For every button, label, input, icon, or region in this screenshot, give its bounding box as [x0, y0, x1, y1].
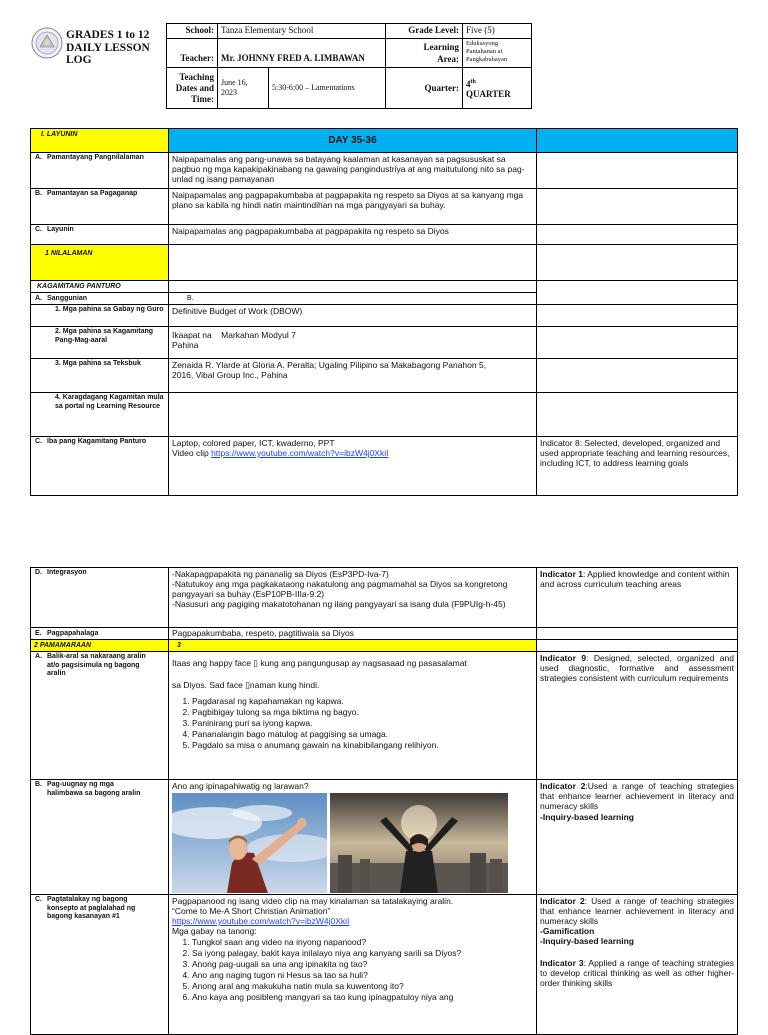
materials-line: Laptop, colored paper, ICT, kwaderno, PPT	[172, 438, 335, 448]
label-text: Pamantayan sa Pagaganap	[47, 190, 138, 197]
indicator-2-b	[537, 780, 738, 895]
layunin-label	[31, 225, 169, 245]
title-line-2: DAILY LESSON	[66, 41, 150, 54]
teksbuk-line-2: 2016, Vibal Group Inc., Pahina	[172, 370, 288, 380]
blank-cell	[537, 359, 738, 393]
pag-uugnay-question: Ano ang ipinapahiwatig ng larawan?	[172, 781, 309, 791]
label-num: B.	[35, 781, 42, 788]
list-item: 4. Pananalangin bago matulog at paggising sa umaga.	[192, 729, 533, 739]
indicators-2-3	[537, 895, 738, 1035]
pag-uugnay-content	[169, 780, 537, 895]
learning-area-label-2: Area:	[437, 54, 459, 64]
quarter-sup: th	[470, 79, 476, 85]
dates-label	[167, 68, 218, 109]
label-text: Pamantayang Pangnilalaman	[47, 154, 144, 161]
indicator-2-text: : Used a range of teaching strategies that enhance learner achievement in literacy and numeracy skills	[540, 896, 735, 926]
sanggunian-b: B.	[169, 293, 537, 305]
video-clip-line	[172, 448, 533, 458]
balik-aral-intro-2: sa Diyos. Sad face ▯naman kung hindi.	[172, 680, 320, 690]
integrasyon-line-2: -Natutukoy ang mga pagkakataong nakatulong ang pagmamahal sa Diyos sa kongretong pangyayari sa buhay (EsP10PB-IIIa-9.2)	[172, 579, 508, 599]
kagamitan-content	[169, 281, 537, 293]
blank-cell	[537, 393, 738, 437]
kagamitan-mag-aaral-label: 2. Mga pahina sa Kagamitang Pang-Mag-aaral	[31, 327, 169, 359]
dates-label-1: Teaching	[179, 71, 214, 82]
learning-area-value: Edukasyong Pantahanan at Pangkabuhayan	[463, 39, 532, 68]
integrasyon-line-1: -Nakapagpapakita ng pananalig sa Diyos (EsP3PD-Iva-7)	[172, 569, 389, 579]
indicator-2-title: Indicator 2	[540, 896, 585, 906]
indicator-9	[537, 652, 738, 780]
label-text: Layunin	[47, 226, 74, 233]
photo-man-pointing	[172, 793, 327, 893]
dates-label-2: Dates and	[175, 82, 214, 93]
label-text: Balik-aral sa nakaraang aralin at/o pagsisimula ng bagong aralin	[47, 653, 146, 677]
layunin-text: Naipapamalas ang pagpapakumbaba at pagpapakita ng respeto sa Diyos	[169, 225, 537, 245]
label-num: B.	[35, 190, 42, 197]
quarter-num: 4	[466, 79, 471, 89]
indicator-3-text: : Applied a range of teaching strategies to develop critical thinking as well as other higher-order thinking skills	[540, 958, 734, 988]
pamamaraan-table	[30, 567, 738, 1035]
indicator-1-title: Indicator 1	[540, 569, 583, 579]
indicator-2-text: :Used a range of teaching strategies that enhance learner achievement in literacy and numeracy skills	[540, 781, 734, 811]
list-item: 1. Tungkol saan ang video na inyong napanood?	[192, 937, 533, 947]
karagdagang-kagamitan-label: 4. Karagdagang Kagamitan mula sa portal ng Learning Resource	[31, 393, 169, 437]
list-item: 4. Ano ang naging tugon ni Hesus sa tao sa huli?	[192, 970, 533, 980]
label-text: Pag-uugnay ng mga halimbawa sa bagong aralin	[47, 781, 141, 797]
label-num: E.	[35, 630, 42, 637]
deped-seal-icon	[31, 27, 63, 59]
label-num: A.	[35, 154, 42, 161]
title-line-1: GRADES 1 to 12	[66, 29, 150, 41]
layunin-heading: I. LAYUNIN	[31, 129, 169, 153]
time-value: 5:30-6:00 – Lamentations	[269, 68, 386, 109]
layunin-table	[30, 128, 738, 496]
title-line-3: LOG	[66, 54, 92, 66]
photo-woman-city	[330, 793, 508, 893]
video-intro: Pagpapanood ng isang video clip na may kinalaman sa tatalakaying aralin.	[172, 896, 454, 906]
pamamaraan-heading: 2 PAMAMARAAN	[31, 640, 169, 652]
school-value: Tanza Elementary School	[218, 24, 386, 39]
inquiry-strategy: -Inquiry-based learning	[540, 812, 634, 822]
teacher-label: Teacher:	[167, 39, 218, 68]
youtube-link[interactable]: https://www.youtube.com/watch?v=ibzW4j0XkiI	[211, 448, 389, 458]
learning-area-label-1: Learning	[423, 42, 459, 52]
label-text: Integrasyon	[47, 569, 87, 576]
video-clip-prefix: Video clip	[172, 448, 212, 458]
pagpapahalaga-label	[31, 628, 169, 640]
list-item: 1. Pagdarasal ng kapahamakan ng kapwa.	[192, 696, 533, 706]
teacher-value: Mr. JOHNNY FRED A. LIMBAWAN	[218, 39, 386, 68]
indicator-9-text: : Designed, selected, organized and used diagnostic, formative and assessment strategies consistent with curriculum requirements	[540, 653, 734, 683]
label-text: Pagpapahalaga	[47, 630, 99, 637]
pamantayan-pagaganap-text: Naipapamalas ang pagpapakumbaba at pagpapakita ng respeto sa Diyos at sa kanyang mga plano sa kabila ng hindi natin maintindihan na mga pangyayari sa buhay.	[169, 189, 537, 225]
pag-uugnay-label	[31, 780, 169, 895]
label-num: C.	[35, 226, 42, 233]
label-num: D.	[35, 569, 42, 576]
list-item: 2. Sa iyong palagay, bakit kaya inilalayo niya ang kanyang sarili sa Diyos?	[192, 948, 533, 958]
blank-cell	[537, 189, 738, 225]
gabay-list	[172, 937, 533, 1002]
pamamaraan-number: 3	[169, 640, 537, 652]
blank-cell	[537, 281, 738, 305]
gabay-guro-label: 1. Mga pahina sa Gabay ng Guro	[31, 305, 169, 327]
kagamitan-mag-aaral-text	[169, 327, 537, 359]
label-text: Iba pang Kagamitang Panturo	[47, 438, 147, 445]
list-item: 6. Ano kaya ang posibleng mangyari sa tao kung ipinagpatuloy niya ang	[192, 992, 533, 1002]
pagpapahalaga-text: Pagpapakumbaba, respeto, pagtitiwala sa Diyos	[169, 628, 537, 640]
nilalaman-heading: 1 NILALAMAN	[31, 245, 169, 281]
header-table	[166, 23, 532, 109]
blank-cell	[537, 640, 738, 652]
sanggunian-label	[31, 293, 169, 305]
iba-pang-kagamitan-label	[31, 437, 169, 496]
indicator-1	[537, 568, 738, 628]
blank-cell	[537, 305, 738, 327]
school-label: School:	[167, 24, 218, 39]
dates-label-3: Time:	[191, 93, 214, 104]
label-num: C.	[35, 438, 42, 445]
deped-logo	[31, 27, 63, 59]
label-num: C.	[35, 896, 42, 903]
blank-cell	[537, 245, 738, 281]
pagtatalakay-text	[169, 895, 537, 1035]
gabay-tanong: Mga gabay na tanong:	[172, 926, 257, 936]
woman-city-image	[330, 793, 508, 893]
label-text: Sanggunian	[47, 295, 88, 302]
date-value: June 16, 2023	[218, 68, 269, 109]
pagtatalakay-label	[31, 895, 169, 1035]
learning-area-label	[386, 39, 463, 68]
list-item: 5. Anong aral ang makukuha natin mula sa kuwentong ito?	[192, 981, 533, 991]
pamantayang-pangnilalaman-text: Naipapamalas ang pang-unawa sa batayang kaalaman at kasanayan sa pagsususkat sa pagbuo ng mga kapakipakinabang na gawaing pangindustriya at ang maitutulong nito sa pag-unlad ng isang pamayanan	[169, 153, 537, 189]
blank-cell	[537, 225, 738, 245]
balik-aral-label	[31, 652, 169, 780]
pamantayang-pangnilalaman-label	[31, 153, 169, 189]
dll-title	[66, 29, 150, 67]
indicator-2-title: Indicator 2	[540, 781, 586, 791]
list-item: 3. Anong pag-uugali sa una ang ipinakita ng tao?	[192, 959, 533, 969]
blank-cell	[537, 327, 738, 359]
day-heading: DAY 35-36	[169, 129, 537, 153]
balik-aral-text	[169, 652, 537, 780]
balik-aral-intro-1: Itaas ang happy face ▯ kung ang pangungusap ay nagsasaad ng pasasalamat	[172, 658, 467, 668]
day-heading-blank	[537, 129, 738, 153]
pahina-line: Pahina	[172, 340, 199, 350]
label-num: A.	[35, 295, 42, 302]
kagamitan-heading: KAGAMITANG PANTURO	[31, 281, 169, 293]
teksbuk-label: 3. Mga pahina sa Teksbuk	[31, 359, 169, 393]
nilalaman-content	[169, 245, 537, 281]
grade-label: Grade Level:	[386, 24, 463, 39]
integrasyon-label	[31, 568, 169, 628]
indicator-8: Indicator 8: Selected, developed, organized and used appropriate teaching and learning resources, including ICT, to address learning goals	[537, 437, 738, 496]
blank-cell	[537, 628, 738, 640]
list-item: 5. Pagdalo sa misa o anumang gawain na kinabibilangang relihiyon.	[192, 740, 533, 750]
quarter-label: Quarter:	[386, 68, 463, 109]
integrasyon-line-3: -Nasusuri ang pagiging makatotohanan ng ilang pangyayari sa isang dula (F9PUIg-h-45)	[172, 599, 506, 609]
iba-pang-kagamitan-text	[169, 437, 537, 496]
video-link[interactable]: https://www.youtube.com/watch?v=ibzW4j0XkiI	[172, 916, 350, 926]
karagdagang-kagamitan-text	[169, 393, 537, 437]
inquiry-strategy: -Inquiry-based learning	[540, 936, 634, 946]
blank-cell	[537, 153, 738, 189]
list-item: 2. Pagbibigay tulong sa mga biktima ng bagyo.	[192, 707, 533, 717]
integrasyon-text	[169, 568, 537, 628]
grade-value: Five (5)	[463, 24, 532, 39]
label-num: A.	[35, 653, 42, 660]
indicator-3-title: Indicator 3	[540, 958, 584, 968]
indicator-1-text: : Applied knowledge and content within and across curriculum teaching areas	[540, 569, 730, 589]
quarter-value	[463, 68, 532, 109]
video-title: “Come to Me-A Short Christian Animation”	[172, 906, 331, 916]
gamification-strategy: -Gamification	[540, 926, 595, 936]
balik-aral-list	[172, 696, 533, 750]
gabay-guro-text: Definitive Budget of Work (DBOW)	[169, 305, 537, 327]
pamantayan-pagaganap-label	[31, 189, 169, 225]
man-pointing-image	[172, 793, 327, 893]
list-item: 3. Paninirang puri sa iyong kapwa.	[192, 718, 533, 728]
modyul-line: Ikaapat na Markahan Modyul 7	[172, 330, 296, 340]
teksbuk-text	[169, 359, 537, 393]
label-text: Pagtatalakay ng bagong konsepto at paglalahad ng bagong kasanayan #1	[47, 896, 136, 920]
quarter-word: QUARTER	[466, 89, 511, 99]
teksbuk-line-1: Zenaida R. Ylarde at Gloria A. Peralta; Ugaling Pilipino sa Makabagong Panahon 5,	[172, 360, 487, 370]
indicator-9-title: Indicator 9	[540, 653, 587, 663]
